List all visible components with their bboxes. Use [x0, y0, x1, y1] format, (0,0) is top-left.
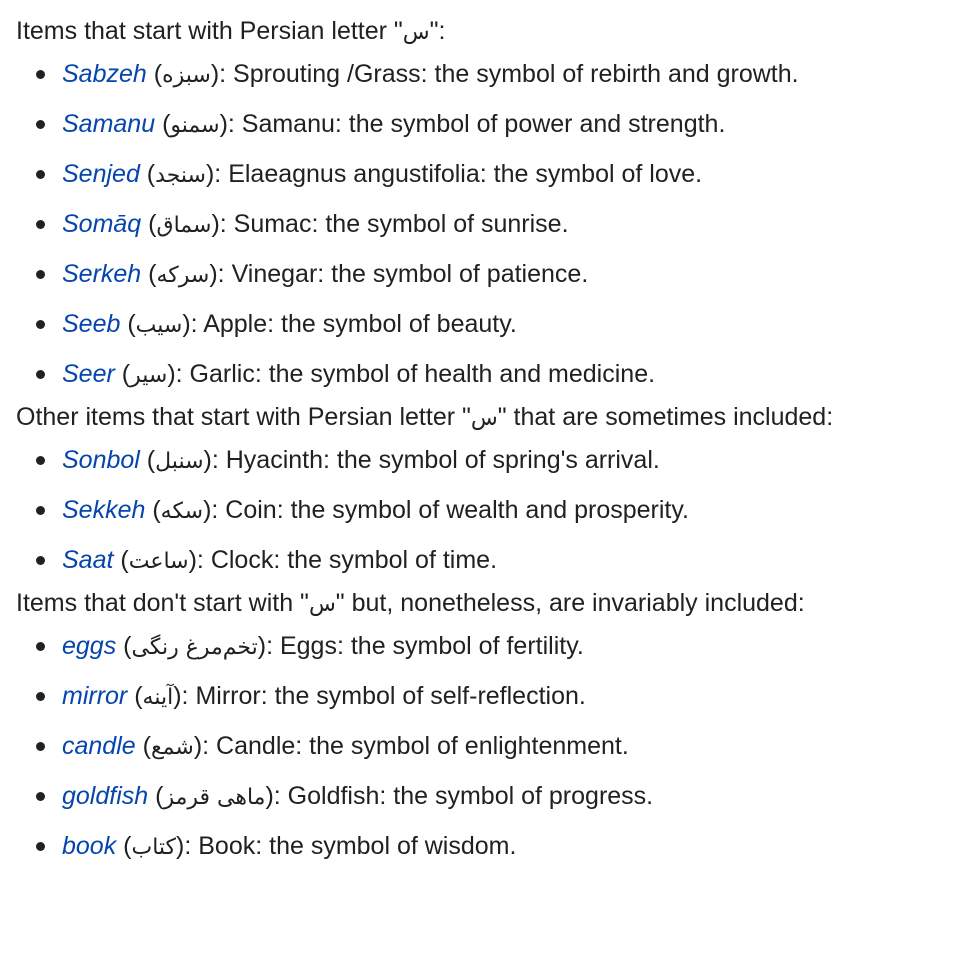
- item-link-sekkeh[interactable]: Sekkeh: [62, 496, 146, 524]
- heading-text-pre: Other items that start with Persian letter ": [16, 403, 471, 431]
- heading-persian-letter: س: [308, 592, 336, 617]
- item-description: Candle: the symbol of enlightenment.: [216, 732, 629, 760]
- item-list-invariably-included: [16, 622, 950, 872]
- list-item: candle (شمع): Candle: the symbol of enlightenment.: [16, 722, 950, 772]
- persian-name: آینه: [142, 685, 174, 710]
- item-link-candle[interactable]: candle: [62, 732, 136, 760]
- bullet-icon: [36, 456, 45, 465]
- bullet-icon: [36, 642, 45, 651]
- persian-name: سنجد: [155, 163, 206, 188]
- list-item: Saat (ساعت): Clock: the symbol of time.: [16, 536, 950, 586]
- item-link-serkeh[interactable]: Serkeh: [62, 260, 142, 288]
- item-link-sonbol[interactable]: Sonbol: [62, 446, 140, 474]
- heading-persian-letter: س: [470, 406, 498, 431]
- persian-name: ساعت: [128, 549, 189, 574]
- heading-text-pre: Items that start with Persian letter ": [16, 17, 403, 45]
- bullet-icon: [36, 320, 45, 329]
- persian-name: سرکه: [156, 263, 210, 288]
- item-link-samanu[interactable]: Samanu: [62, 110, 156, 138]
- item-description: Hyacinth: the symbol of spring's arrival.: [225, 446, 660, 474]
- item-description: Clock: the symbol of time.: [210, 546, 498, 574]
- list-item: Seer (سیر): Garlic: the symbol of health and medicine.: [16, 350, 950, 400]
- heading-persian-letter: س: [402, 20, 430, 45]
- persian-name: ماهی قرمز: [163, 785, 266, 810]
- item-description: Sprouting /Grass: the symbol of rebirth and growth.: [233, 60, 799, 88]
- list-item: Serkeh (سرکه): Vinegar: the symbol of patience.: [16, 250, 950, 300]
- list-item: book (کتاب): Book: the symbol of wisdom.: [16, 822, 950, 872]
- bullet-icon: [36, 742, 45, 751]
- persian-name: کتاب: [131, 835, 177, 860]
- item-description: Samanu: the symbol of power and strength.: [241, 110, 726, 138]
- list-item: Somāq (سماق): Sumac: the symbol of sunrise.: [16, 200, 950, 250]
- section-heading-invariably-included: [16, 586, 950, 622]
- bullet-icon: [36, 842, 45, 851]
- item-description: Apple: the symbol of beauty.: [203, 310, 517, 338]
- persian-name: تخم‌مرغ رنگی: [131, 635, 258, 660]
- persian-name: سیر: [130, 363, 168, 388]
- heading-text-post: ":: [429, 17, 446, 45]
- bullet-icon: [36, 506, 45, 515]
- item-description: Sumac: the symbol of sunrise.: [233, 210, 569, 238]
- item-link-goldfish[interactable]: goldfish: [62, 782, 149, 810]
- bullet-icon: [36, 170, 45, 179]
- list-item: Sabzeh (سبزه): Sprouting /Grass: the symbol of rebirth and growth.: [16, 50, 950, 100]
- persian-name: سیب: [135, 313, 183, 338]
- heading-text-post: " but, nonetheless, are invariably included:: [335, 589, 805, 617]
- list-item: Seeb (سیب): Apple: the symbol of beauty.: [16, 300, 950, 350]
- bullet-icon: [36, 220, 45, 229]
- bullet-icon: [36, 70, 45, 79]
- persian-name: سکه: [160, 499, 204, 524]
- persian-name: سماق: [156, 213, 212, 238]
- bullet-icon: [36, 270, 45, 279]
- list-item: Sekkeh (سکه): Coin: the symbol of wealth and prosperity.: [16, 486, 950, 536]
- section-heading-haft-sin: [16, 14, 950, 50]
- item-description: Elaeagnus angustifolia: the symbol of love.: [228, 160, 703, 188]
- bullet-icon: [36, 792, 45, 801]
- persian-name: سنبل: [155, 449, 204, 474]
- list-item: Senjed (سنجد): Elaeagnus angustifolia: the symbol of love.: [16, 150, 950, 200]
- item-link-saat[interactable]: Saat: [62, 546, 114, 574]
- item-description: Garlic: the symbol of health and medicine.: [189, 360, 656, 388]
- item-list-haft-sin: [16, 50, 950, 400]
- section-heading-sometimes-included: [16, 400, 950, 436]
- item-description: Goldfish: the symbol of progress.: [287, 782, 654, 810]
- item-link-book[interactable]: book: [62, 832, 117, 860]
- item-link-seeb[interactable]: Seeb: [62, 310, 121, 338]
- item-description: Eggs: the symbol of fertility.: [279, 632, 584, 660]
- bullet-icon: [36, 120, 45, 129]
- heading-text-post: " that are sometimes included:: [497, 403, 834, 431]
- list-item: Samanu (سمنو): Samanu: the symbol of power and strength.: [16, 100, 950, 150]
- item-description: Coin: the symbol of wealth and prosperity.: [225, 496, 689, 524]
- list-item: Sonbol (سنبل): Hyacinth: the symbol of spring's arrival.: [16, 436, 950, 486]
- persian-name: سمنو: [170, 113, 220, 138]
- item-description: Book: the symbol of wisdom.: [198, 832, 517, 860]
- heading-text-pre: Items that don't start with ": [16, 589, 309, 617]
- persian-name: سبزه: [162, 63, 211, 88]
- list-item: goldfish (ماهی قرمز): Goldfish: the symbol of progress.: [16, 772, 950, 822]
- item-link-eggs[interactable]: eggs: [62, 632, 117, 660]
- bullet-icon: [36, 370, 45, 379]
- item-link-senjed[interactable]: Senjed: [62, 160, 140, 188]
- list-item: eggs (تخم‌مرغ رنگی): Eggs: the symbol of fertility.: [16, 622, 950, 672]
- bullet-icon: [36, 556, 45, 565]
- item-link-somaq[interactable]: Somāq: [62, 210, 142, 238]
- item-link-mirror[interactable]: mirror: [62, 682, 128, 710]
- item-link-sabzeh[interactable]: Sabzeh: [62, 60, 147, 88]
- item-description: Vinegar: the symbol of patience.: [231, 260, 589, 288]
- item-description: Mirror: the symbol of self-reflection.: [195, 682, 586, 710]
- list-item: mirror (آینه): Mirror: the symbol of self-reflection.: [16, 672, 950, 722]
- bullet-icon: [36, 692, 45, 701]
- item-list-sometimes-included: [16, 436, 950, 586]
- persian-name: شمع: [150, 735, 194, 760]
- item-link-seer[interactable]: Seer: [62, 360, 115, 388]
